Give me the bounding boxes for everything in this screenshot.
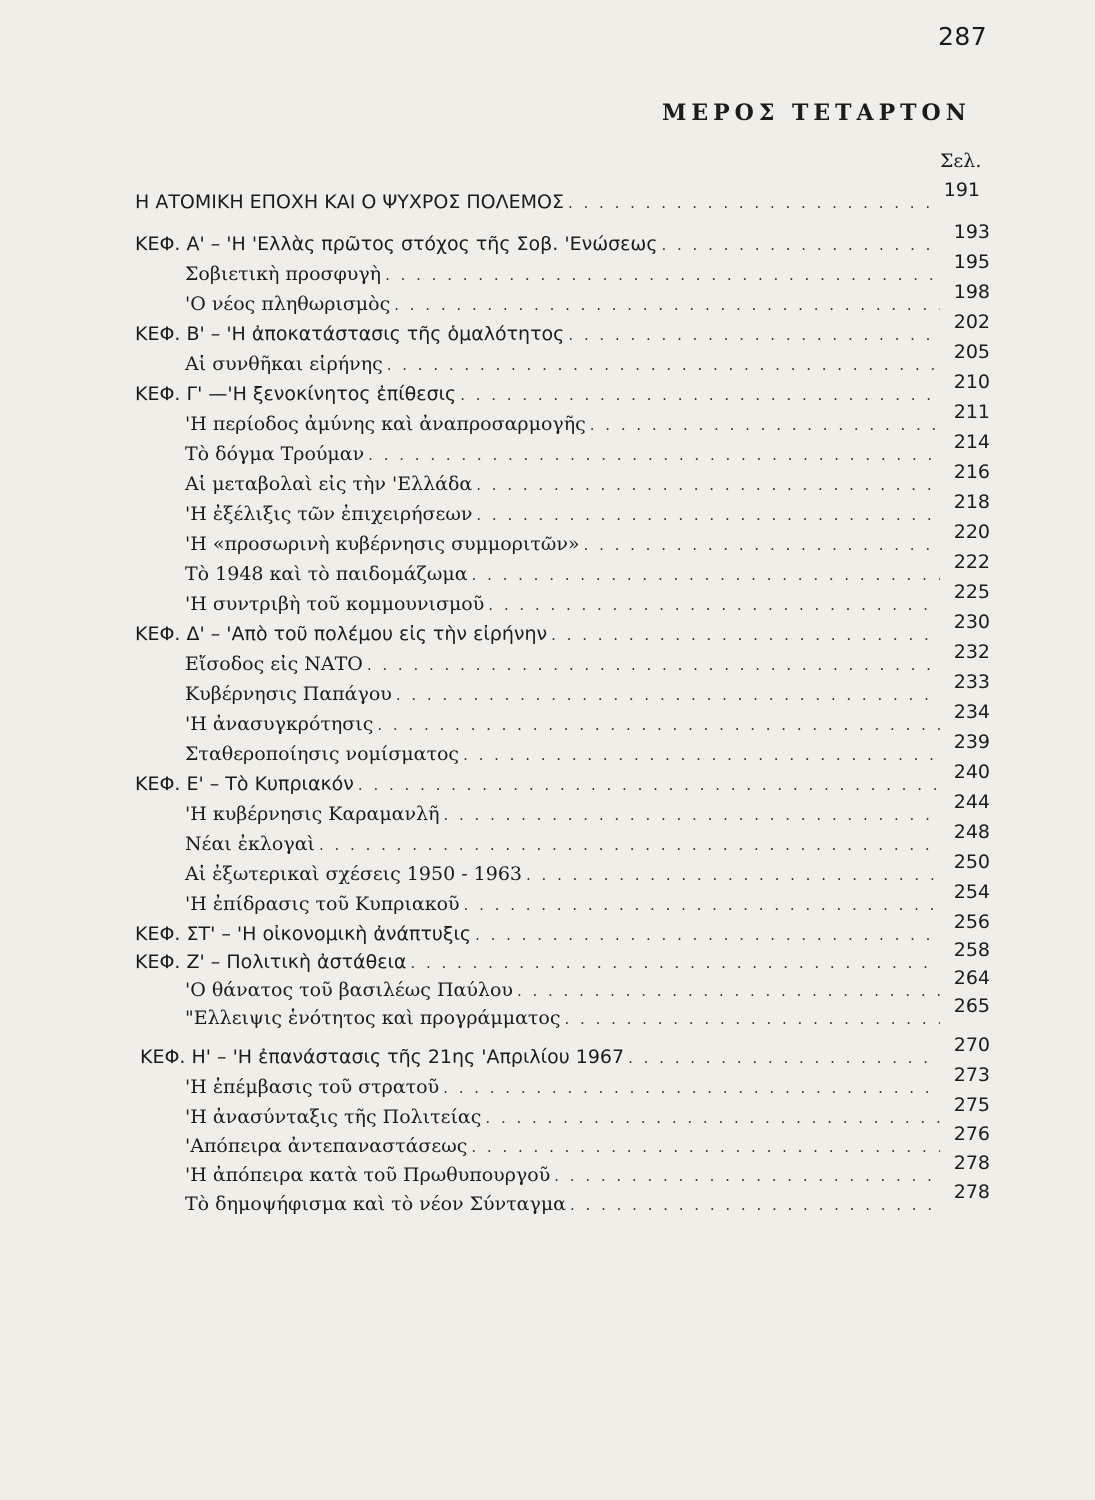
leader-dots xyxy=(554,1162,940,1190)
subsection-entry xyxy=(185,671,990,708)
subsection-entry xyxy=(185,851,990,888)
entry-page: 265 xyxy=(953,995,990,1017)
entry-page: 278 xyxy=(953,1152,990,1174)
leader-dots xyxy=(475,921,940,949)
entry-page: 240 xyxy=(953,761,990,783)
entry-title: "Ελλειψις ἑνότητος καὶ προγράμματος xyxy=(185,1007,561,1029)
leader-dots xyxy=(485,1104,940,1132)
page-column-header: Σελ. xyxy=(940,150,982,172)
entry-title: 'Η κυβέρνησις Καραμανλῆ xyxy=(185,803,440,825)
leader-dots xyxy=(476,501,940,529)
entry-page: 256 xyxy=(953,911,990,933)
chapter-entry xyxy=(135,221,990,258)
leader-dots xyxy=(394,291,940,319)
chapter-entry xyxy=(135,911,990,948)
entry-page: 270 xyxy=(953,1034,990,1056)
leader-dots xyxy=(460,381,940,409)
subsection-entry xyxy=(185,461,990,498)
subsection-entry xyxy=(185,431,990,468)
entry-title: 'Η ἀνασύνταξις τῆς Πολιτείας xyxy=(185,1106,482,1128)
leader-dots xyxy=(319,831,940,859)
leader-dots xyxy=(463,741,940,769)
entry-page: 205 xyxy=(953,341,990,363)
section-heading xyxy=(135,179,980,216)
entry-title: ΚΕΦ. Α' – 'Η 'Ελλὰς πρῶτος στόχος τῆς Σοβ. 'Ενώσεως xyxy=(135,233,658,255)
leader-dots xyxy=(476,471,940,499)
entry-page: 258 xyxy=(953,939,990,961)
leader-dots xyxy=(396,681,940,709)
entry-page: 191 xyxy=(943,179,980,201)
leader-dots xyxy=(526,861,940,889)
entry-title: 'Η συντριβὴ τοῦ κομμουνισμοῦ xyxy=(185,593,485,615)
entry-title: 'Η ἐξέλιξις τῶν ἐπιχειρήσεων xyxy=(185,503,473,525)
subsection-entry xyxy=(185,641,990,678)
entry-title: Σταθεροποίησις νομίσματος xyxy=(185,743,460,765)
entry-title: Τὸ δημοψήφισμα καὶ τὸ νέον Σύνταγμα xyxy=(185,1193,567,1215)
entry-page: 264 xyxy=(953,967,990,989)
leader-dots xyxy=(661,231,940,259)
entry-page: 210 xyxy=(953,371,990,393)
subsection-entry xyxy=(185,701,990,738)
leader-dots xyxy=(628,1044,940,1072)
entry-page: 232 xyxy=(953,641,990,663)
entry-page: 193 xyxy=(953,221,990,243)
entry-title: 'Απόπειρα ἀντεπαναστάσεως xyxy=(185,1135,468,1157)
subsection-entry xyxy=(185,341,990,378)
leader-dots xyxy=(568,321,940,349)
entry-page: 225 xyxy=(953,581,990,603)
entry-page: 230 xyxy=(953,611,990,633)
entry-page: 211 xyxy=(953,401,990,423)
leader-dots xyxy=(385,261,940,289)
chapter-entry xyxy=(135,611,990,648)
entry-title: ΚΕΦ. Ε' – Τὸ Κυπριακόν xyxy=(135,773,354,795)
leader-dots xyxy=(410,949,940,977)
subsection-entry xyxy=(185,995,990,1032)
leader-dots xyxy=(443,1074,940,1102)
entry-page: 214 xyxy=(953,431,990,453)
chapter-entry xyxy=(135,761,990,798)
entry-title: Νέαι ἐκλογαὶ xyxy=(185,833,315,855)
subsection-entry xyxy=(185,1152,990,1189)
subsection-entry xyxy=(185,251,990,288)
subsection-entry xyxy=(185,967,990,1004)
leader-dots xyxy=(358,771,940,799)
entry-title: 'Η ἀνασυγκρότησις xyxy=(185,713,374,735)
entry-title: 'Η ἐπίδρασις τοῦ Κυπριακοῦ xyxy=(185,893,460,915)
entry-page: 218 xyxy=(953,491,990,513)
entry-title: 'Η ἐπέμβασις τοῦ στρατοῦ xyxy=(185,1076,440,1098)
leader-dots xyxy=(367,651,940,679)
subsection-entry xyxy=(185,581,990,618)
entry-page: 248 xyxy=(953,821,990,843)
leader-dots xyxy=(471,1133,940,1161)
subsection-entry xyxy=(185,281,990,318)
leader-dots xyxy=(551,621,940,649)
subsection-entry xyxy=(185,881,990,918)
subsection-entry xyxy=(185,521,990,558)
leader-dots xyxy=(570,1191,940,1219)
entry-title: Σοβιετικὴ προσφυγὴ xyxy=(185,263,382,285)
subsection-entry xyxy=(185,551,990,588)
entry-title: ΚΕΦ. Β' – 'Η ἀποκατάστασις τῆς ὁμαλότητος xyxy=(135,323,565,345)
entry-title: Η ΑΤΟΜΙΚΗ ΕΠΟΧΗ ΚΑΙ Ο ΨΥΧΡΟΣ ΠΟΛΕΜΟΣ xyxy=(135,191,564,213)
entry-page: 278 xyxy=(953,1181,990,1203)
entry-page: 195 xyxy=(953,251,990,273)
entry-title: 'Η περίοδος ἀμύνης καὶ ἀναπροσαρμογῆς xyxy=(185,413,586,435)
leader-dots xyxy=(443,801,940,829)
entry-title: ΚΕΦ. Δ' – 'Απὸ τοῦ πολέμου εἰς τὴν εἰρήνην xyxy=(135,623,548,645)
entry-page: 276 xyxy=(953,1123,990,1145)
leader-dots xyxy=(387,351,940,379)
entry-title: ΚΕΦ. Γ' —'Η ξενοκίνητος ἐπίθεσις xyxy=(135,383,457,405)
chapter-entry xyxy=(135,371,990,408)
entry-page: 275 xyxy=(953,1094,990,1116)
entry-title: 'Η ἀπόπειρα κατὰ τοῦ Πρωθυπουργοῦ xyxy=(185,1164,551,1186)
subsection-entry xyxy=(185,1094,990,1131)
entry-page: 220 xyxy=(953,521,990,543)
leader-dots xyxy=(517,977,940,1005)
entry-title: 'Η «προσωρινὴ κυβέρνησις συμμοριτῶν» xyxy=(185,533,580,555)
leader-dots xyxy=(377,711,940,739)
entry-title: ΚΕΦ. ΣΤ' – 'Η οἰκονομικὴ ἀνάπτυξις xyxy=(135,923,472,945)
subsection-entry xyxy=(185,791,990,828)
chapter-entry xyxy=(140,1034,990,1071)
entry-title: 'Ο νέος πληθωρισμὸς xyxy=(185,293,391,315)
leader-dots xyxy=(568,189,930,217)
part-title: ΜΕΡΟΣ ΤΕΤΑΡΤΟΝ xyxy=(662,100,971,126)
entry-title: Αἱ μεταβολαὶ εἰς τὴν 'Ελλάδα xyxy=(185,473,473,495)
entry-title: Αἱ συνθῆκαι εἰρήνης xyxy=(185,353,383,375)
entry-page: 254 xyxy=(953,881,990,903)
entry-title: 'Ο θάνατος τοῦ βασιλέως Παύλου xyxy=(185,979,513,1001)
leader-dots xyxy=(584,531,940,559)
entry-page: 273 xyxy=(953,1064,990,1086)
entry-page: 216 xyxy=(953,461,990,483)
entry-title: Εἴσοδος εἰς ΝΑΤΟ xyxy=(185,653,363,675)
leader-dots xyxy=(590,411,940,439)
leader-dots xyxy=(488,591,940,619)
chapter-entry xyxy=(135,311,990,348)
leader-dots xyxy=(368,441,940,469)
entry-title: ΚΕΦ. Η' – 'Η ἐπανάστασις τῆς 21ης 'Απριλίου 1967 xyxy=(140,1046,625,1068)
entry-title: Κυβέρνησις Παπάγου xyxy=(185,683,392,705)
subsection-entry xyxy=(185,1123,990,1160)
subsection-entry xyxy=(185,1181,990,1218)
entry-page: 198 xyxy=(953,281,990,303)
entry-page: 244 xyxy=(953,791,990,813)
leader-dots xyxy=(565,1005,941,1033)
entry-title: Αἱ ἐξωτερικαὶ σχέσεις 1950 - 1963 xyxy=(185,863,523,885)
entry-page: 239 xyxy=(953,731,990,753)
subsection-entry xyxy=(185,731,990,768)
subsection-entry xyxy=(185,401,990,438)
chapter-entry xyxy=(135,939,990,976)
leader-dots xyxy=(472,561,940,589)
entry-page: 250 xyxy=(953,851,990,873)
entry-page: 202 xyxy=(953,311,990,333)
entry-page: 222 xyxy=(953,551,990,573)
entry-title: ΚΕΦ. Ζ' – Πολιτικὴ ἀστάθεια xyxy=(135,951,407,973)
subsection-entry xyxy=(185,821,990,858)
leader-dots xyxy=(464,891,940,919)
entry-title: Τὸ δόγμα Τρούμαν xyxy=(185,443,365,465)
entry-page: 234 xyxy=(953,701,990,723)
subsection-entry xyxy=(185,491,990,528)
entry-title: Τὸ 1948 καὶ τὸ παιδομάζωμα xyxy=(185,563,468,585)
page-number: 287 xyxy=(938,22,988,51)
entry-page: 233 xyxy=(953,671,990,693)
subsection-entry xyxy=(185,1064,990,1101)
